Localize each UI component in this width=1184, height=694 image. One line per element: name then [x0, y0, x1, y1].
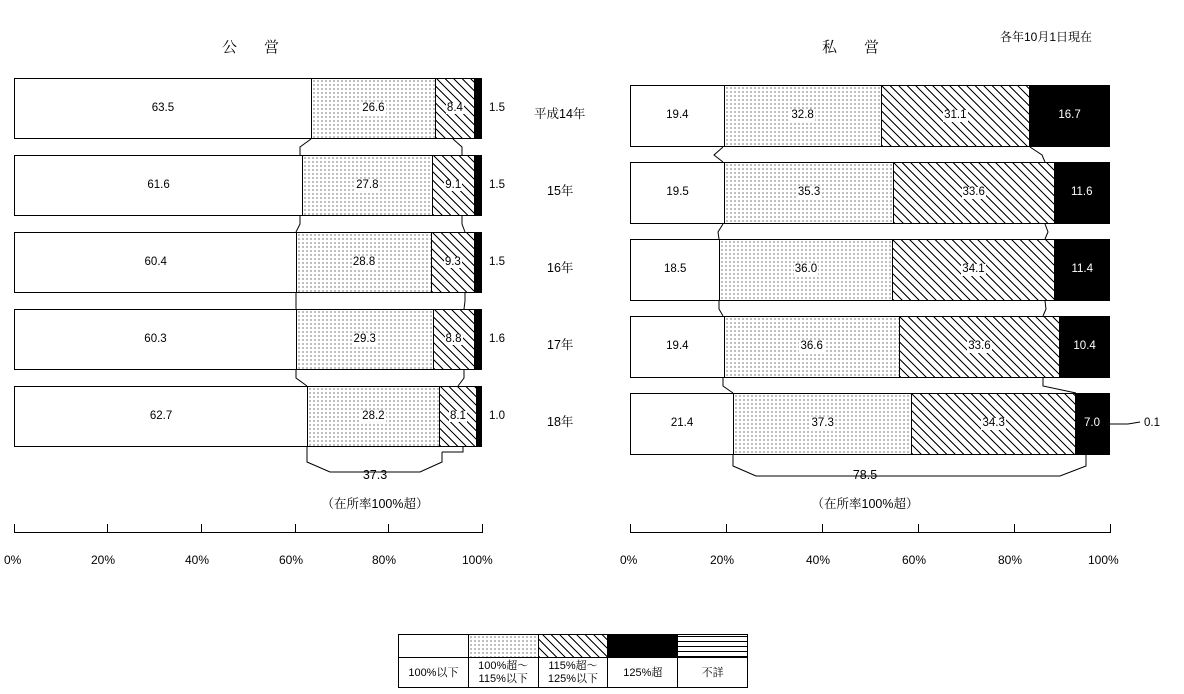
year-label: 18年 — [547, 415, 574, 429]
bar-value-label: 7.0 — [1084, 417, 1101, 430]
bar-segment-over-125 — [474, 156, 481, 215]
year-label: 15年 — [547, 184, 574, 198]
bar-row — [630, 162, 1110, 224]
bar-value-label: 34.1 — [962, 263, 985, 276]
bar-segment-100-115 — [311, 79, 435, 138]
bar-value-label: 60.3 — [144, 332, 167, 345]
bar-segment-100-115 — [296, 310, 433, 369]
axis-tick — [14, 524, 15, 533]
legend-swatch-unknown — [678, 635, 747, 657]
axis-tick-label: 60% — [279, 553, 304, 567]
bar-value-label: 37.3 — [811, 417, 834, 430]
bar-value-label: 8.8 — [445, 332, 462, 345]
legend-label-100-115: 100%超～ 115%以下 — [469, 658, 539, 688]
axis-tick — [388, 524, 389, 533]
bar-segment-over-125 — [474, 310, 481, 369]
legend-swatch-115-125 — [539, 635, 609, 657]
axis-tick-label: 20% — [710, 553, 735, 567]
bar-segment-115-125 — [432, 156, 474, 215]
bar-value-label: 35.3 — [797, 186, 821, 199]
year-label: 17年 — [547, 338, 574, 352]
bar-outside-label: 1.0 — [489, 410, 505, 422]
bar-segment-100-or-less — [15, 79, 311, 138]
bar-value-label: 19.5 — [666, 186, 689, 199]
axis-tick-label: 60% — [902, 553, 927, 567]
bar-segment-100-or-less — [631, 317, 724, 377]
axis-tick — [630, 524, 631, 533]
bar-segment-115-125 — [431, 233, 474, 292]
bar-segment-115-125 — [881, 86, 1030, 146]
bar-value-label: 36.0 — [794, 263, 818, 276]
bar-row — [14, 309, 482, 370]
bar-segment-100-or-less — [631, 394, 733, 454]
bar-segment-over-125 — [1054, 240, 1108, 300]
axis-tick — [201, 524, 202, 533]
bar-segment-115-125 — [893, 163, 1054, 223]
bar-value-label: 31.1 — [944, 109, 967, 122]
bar-segment-100-115 — [296, 233, 430, 292]
bar-segment-100-115 — [733, 394, 911, 454]
bar-row — [14, 78, 482, 139]
axis-tick — [482, 524, 483, 533]
bar-row — [14, 386, 482, 447]
bar-value-label: 18.5 — [664, 263, 687, 276]
bar-segment-115-125 — [435, 79, 474, 138]
axis-tick-label: 40% — [806, 553, 831, 567]
bar-outside-label: 1.5 — [489, 102, 505, 114]
axis-line-public — [14, 532, 482, 533]
axis-tick-label: 100% — [462, 553, 493, 567]
bar-segment-100-or-less — [631, 163, 724, 223]
axis-tick-label: 100% — [1088, 553, 1119, 567]
bar-row — [14, 232, 482, 293]
bar-value-label: 16.7 — [1058, 109, 1081, 122]
axis-tick — [822, 524, 823, 533]
bar-segment-over-125 — [1054, 163, 1109, 223]
year-label: 平成14年 — [534, 107, 586, 121]
axis-tick — [107, 524, 108, 533]
bar-segment-100-115 — [719, 240, 891, 300]
axis-tick-label: 0% — [4, 553, 22, 567]
bar-value-label: 11.6 — [1070, 186, 1093, 199]
axis-tick-label: 80% — [998, 553, 1023, 567]
bar-row — [14, 155, 482, 216]
bar-segment-over-125 — [474, 79, 481, 138]
bar-value-label: 19.4 — [666, 109, 689, 122]
bar-segment-unknown — [1108, 394, 1109, 454]
axis-tick — [918, 524, 919, 533]
as-of-note: 各年10月1日現在 — [1000, 30, 1093, 44]
bar-value-label: 27.8 — [356, 178, 379, 191]
bar-value-label: 61.6 — [147, 178, 170, 191]
bar-value-label: 9.3 — [444, 255, 461, 268]
panel-title-private: 私 営 — [822, 39, 886, 56]
bar-value-label: 11.4 — [1071, 263, 1093, 276]
brace-value-private: 78.5 — [852, 468, 878, 482]
bar-segment-100-115 — [724, 86, 881, 146]
bar-segment-115-125 — [899, 317, 1060, 377]
bar-segment-100-or-less — [15, 156, 302, 215]
axis-tick-label: 20% — [91, 553, 116, 567]
bar-segment-100-or-less — [15, 310, 296, 369]
bar-value-label: 10.4 — [1073, 340, 1096, 353]
bar-value-label: 28.2 — [362, 409, 385, 422]
bar-value-label: 19.4 — [666, 340, 689, 353]
year-label: 16年 — [547, 261, 574, 275]
bar-value-label: 33.6 — [968, 340, 991, 353]
bar-value-label: 26.6 — [362, 101, 385, 114]
bar-value-label: 62.7 — [149, 409, 173, 422]
legend-swatch-over-125 — [608, 635, 678, 657]
axis-tick — [1014, 524, 1015, 533]
bar-value-label: 29.3 — [353, 332, 376, 345]
bar-segment-115-125 — [911, 394, 1075, 454]
bar-row — [630, 85, 1110, 147]
bar-segment-over-125 — [1029, 86, 1109, 146]
bar-outside-label: 1.5 — [489, 256, 505, 268]
panel-title-public: 公 営 — [222, 39, 286, 56]
bar-row — [630, 393, 1110, 455]
bar-value-label: 34.3 — [982, 417, 1005, 430]
legend-label-unknown: 不詳 — [701, 666, 724, 679]
bar-segment-over-125 — [476, 387, 481, 446]
bar-segment-100-115 — [724, 317, 899, 377]
bar-value-label: 28.8 — [352, 255, 376, 268]
bar-segment-100-or-less — [15, 233, 296, 292]
brace-note-public: （在所率100%超） — [321, 497, 429, 511]
bar-outside-label: 1.6 — [489, 333, 505, 345]
bar-segment-over-125 — [1059, 317, 1109, 377]
bar-segment-115-125 — [439, 387, 477, 446]
bar-segment-100-or-less — [631, 86, 724, 146]
bar-value-label: 33.6 — [962, 186, 985, 199]
axis-tick-label: 0% — [620, 553, 638, 567]
bar-value-label: 21.4 — [670, 417, 694, 430]
bar-outside-label: 1.5 — [489, 179, 505, 191]
brace-note-private: （在所率100%超） — [811, 497, 919, 511]
bar-value-label: 32.8 — [791, 109, 814, 122]
axis-tick-label: 80% — [372, 553, 397, 567]
bar-value-label: 60.4 — [144, 255, 167, 268]
axis-tick — [295, 524, 296, 533]
bar-callout-unknown: 0.1 — [1144, 417, 1160, 429]
bar-segment-115-125 — [892, 240, 1055, 300]
bar-value-label: 8.4 — [446, 101, 463, 114]
bar-segment-115-125 — [433, 310, 474, 369]
legend-swatch-100-115 — [469, 635, 539, 657]
bar-segment-100-115 — [302, 156, 432, 215]
legend-label-115-125: 115%超～ 125%以下 — [539, 658, 609, 688]
bar-value-label: 36.6 — [800, 340, 823, 353]
axis-tick — [726, 524, 727, 533]
brace-value-public: 37.3 — [362, 468, 388, 482]
bar-segment-100-or-less — [631, 240, 719, 300]
bar-value-label: 63.5 — [151, 101, 175, 114]
legend-label-100-or-less: 100%以下 — [399, 658, 469, 688]
legend-swatch-100-or-less — [399, 635, 469, 657]
axis-tick — [1110, 524, 1111, 533]
bar-value-label: 9.1 — [445, 178, 462, 191]
bar-row — [630, 316, 1110, 378]
bar-segment-over-125 — [474, 233, 481, 292]
bar-segment-over-125 — [1075, 394, 1108, 454]
bar-segment-100-115 — [307, 387, 438, 446]
bar-segment-100-115 — [724, 163, 893, 223]
axis-tick-label: 40% — [185, 553, 210, 567]
legend-label-over-125: 125%超 — [608, 658, 678, 688]
bar-value-label: 8.1 — [449, 409, 466, 422]
axis-line-private — [630, 532, 1110, 533]
legend — [398, 634, 748, 688]
bar-segment-100-or-less — [15, 387, 307, 446]
bar-row — [630, 239, 1110, 301]
